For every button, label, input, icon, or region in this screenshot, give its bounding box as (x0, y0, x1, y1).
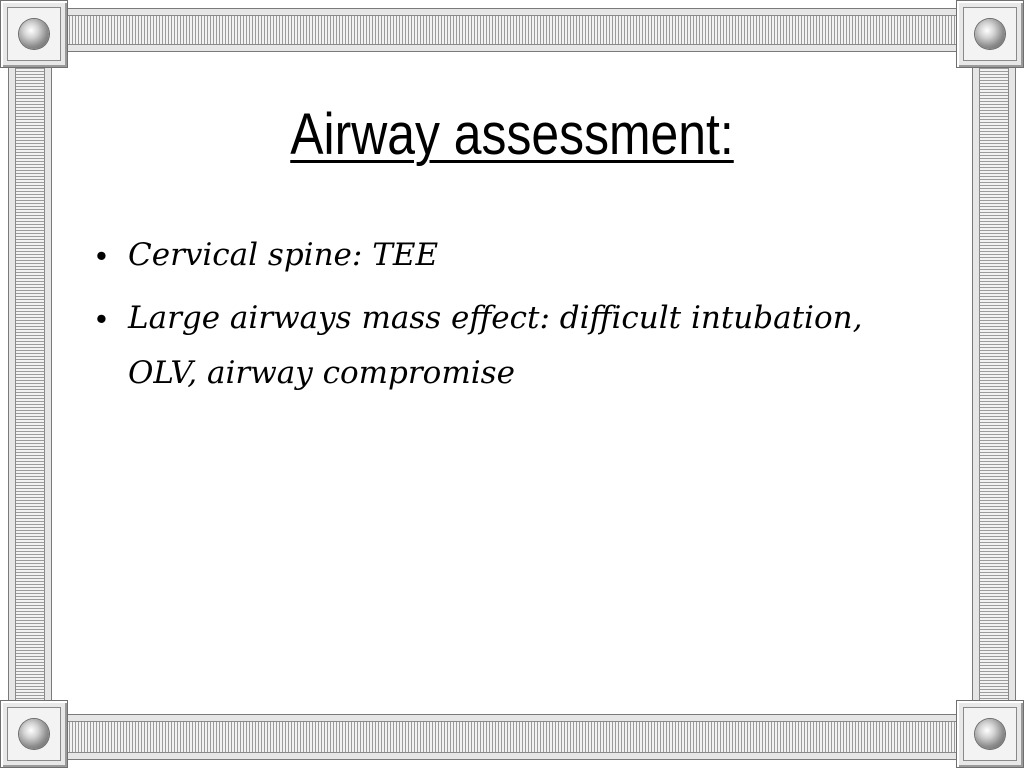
bullet-list (96, 228, 916, 409)
rivet-icon (19, 719, 49, 749)
bullet-icon: • (96, 301, 107, 336)
frame-top-bar (66, 8, 958, 52)
frame-bottom-bar (66, 714, 958, 760)
slide-title: Airway assessment: (290, 102, 734, 167)
bullet-icon: • (96, 238, 107, 273)
bullet-item-large-airways (96, 291, 916, 401)
bullet-text: Large airways mass effect: difficult intubation, OLV, airway compromise (128, 300, 863, 391)
frame-corner-bottom-right (956, 700, 1024, 768)
frame-right-bar (972, 66, 1016, 702)
bullet-text: Cervical spine: TEE (128, 237, 439, 273)
frame-corner-bottom-left (0, 700, 68, 768)
rivet-icon (975, 19, 1005, 49)
rivet-icon (975, 719, 1005, 749)
rivet-icon (19, 19, 49, 49)
frame-corner-top-left (0, 0, 68, 68)
bullet-item-cervical-spine (96, 228, 916, 283)
frame-corner-top-right (956, 0, 1024, 68)
frame-left-bar (8, 66, 52, 702)
